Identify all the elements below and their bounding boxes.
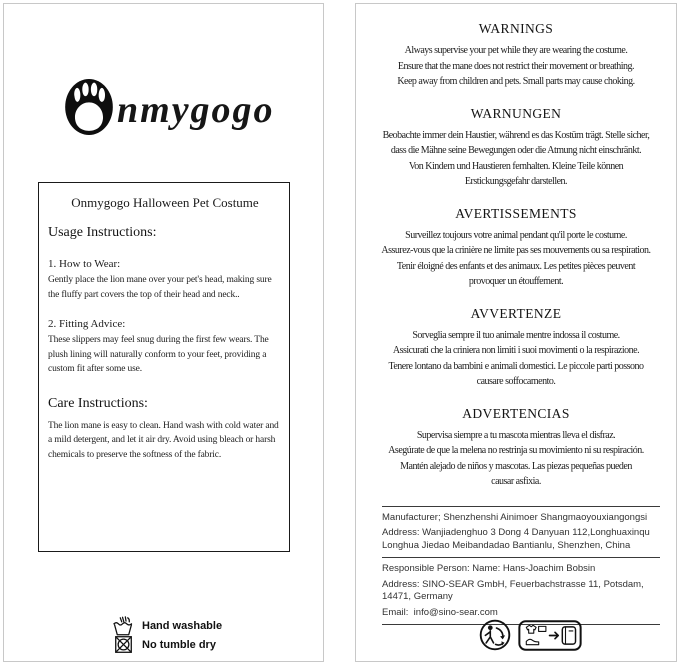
- care-symbol-label: Hand washable: [142, 619, 223, 632]
- triman-recycling-icon: [479, 619, 511, 656]
- warning-line: causare soffocamento.: [476, 376, 556, 387]
- warning-line: Sorveglia sempre il tuo animale mentre indossa il costume.: [412, 329, 620, 341]
- section-title: AVERTISSEMENTS: [455, 205, 577, 221]
- hand-wash-icon: [112, 616, 134, 636]
- warning-line: Erstickungsgefahr darstellen.: [464, 176, 568, 187]
- paw-print-icon: [64, 78, 114, 141]
- warnings-section-it: [360, 306, 672, 390]
- right-label-panel: [355, 3, 677, 662]
- warnings-section-en: [360, 21, 672, 90]
- warning-line: dass die Mähne seine Bewegungen oder die Atmung nicht einschränkt.: [390, 145, 642, 156]
- warning-line: Supervisa siempre a tu mascota mientras lleva el disfraz.: [416, 429, 616, 441]
- recycling-icons: [479, 619, 582, 656]
- card-title: Onmygogo Halloween Pet Costume: [71, 195, 259, 210]
- section-title: AVVERTENZE: [470, 305, 562, 321]
- divider: [382, 557, 660, 558]
- warnings-section-fr: [360, 206, 672, 290]
- brand-logo: [64, 78, 275, 141]
- warning-line: Always supervise your pet while they are wearing the costume.: [404, 45, 628, 56]
- section-title: WARNUNGEN: [470, 105, 562, 121]
- care-symbol-row: [112, 635, 222, 654]
- care-symbol-row: [112, 616, 222, 635]
- warning-line: Assurez-vous que la crinière ne limite pas ses mouvements ou sa respiration.: [381, 245, 651, 256]
- section-title: WARNINGS: [478, 21, 554, 36]
- fitting-advice-body: These slippers may feel snug during the first few wears. The plush lining will naturally conform to your feet, providing a custom fit after some use.: [48, 335, 269, 374]
- care-symbols: [112, 616, 222, 654]
- care-instructions-heading: Care Instructions:: [48, 395, 148, 411]
- warning-line: Assicurati che la criniera non limiti i suoi movimenti o la respirazione.: [392, 345, 640, 356]
- contact-email: Email: info@sino-sear.com: [382, 606, 498, 618]
- warnings-section-de: [360, 106, 672, 190]
- responsible-person: Responsible Person: Name: Hans-Joachim Bobsin: [382, 563, 596, 574]
- manufacturer-address: Address: Wanjiadenghuo 3 Dong 4 Danyuan 112,Longhuaxinqu Longhua Jiedao Meibandadao Bantianlu, Shenzhen, China: [382, 527, 653, 551]
- divider: [382, 506, 660, 507]
- left-label-panel: [3, 3, 324, 662]
- warning-line: provoquer un étouffement.: [468, 276, 564, 287]
- warning-line: Keep away from children and pets. Small parts may cause choking.: [397, 76, 635, 87]
- warning-line: Mantén alejado de niños y mascotas. Las piezas pequeñas pueden: [400, 460, 632, 472]
- section-title: ADVERTENCIAS: [462, 405, 570, 421]
- usage-instructions-heading: Usage Instructions:: [48, 225, 157, 240]
- warnings-section-es: [360, 406, 672, 490]
- warning-line: Von Kindern und Haustieren fernhalten. Kleine Teile können: [408, 160, 624, 172]
- care-instructions-body: The lion mane is easy to clean. Hand wash with cold water and a mild detergent, and let it air dry. Avoid using bleach or harsh chemicals to preserve the softness of the fabric.: [48, 420, 279, 460]
- textile-sorting-icon: [518, 620, 582, 656]
- warning-line: causar asfixia.: [491, 476, 541, 487]
- warning-line: Beobachte immer dein Haustier, während es das Kostüm trägt. Stelle sicher,: [382, 129, 650, 141]
- care-symbol-label: No tumble dry: [142, 638, 216, 651]
- warning-line: Ensure that the mane does not restrict their movement or breathing.: [397, 60, 635, 72]
- warning-line: Tenere lontano da bambini e animali domestici. Le piccole parti possono: [388, 360, 644, 372]
- manufacturer-name: Manufacturer; Shenzhenshi Ainimoer Shangmaoyouxiangongsi: [382, 511, 648, 523]
- warning-line: Asegúrate de que la melena no restrinja su movimiento ni su respiración.: [388, 445, 644, 456]
- brand-wordmark: nmygogo: [117, 88, 275, 131]
- how-to-wear-heading: 1. How to Wear:: [48, 258, 121, 270]
- no-tumble-dry-icon: [112, 635, 134, 654]
- warnings-column: [356, 4, 676, 490]
- manufacturer-block: [382, 506, 660, 626]
- fitting-advice-heading: 2. Fitting Advice:: [48, 318, 126, 330]
- responsible-address: Address: SINO-SEAR GmbH, Feuerbachstrasse 11, Potsdam, 14471, Germany: [382, 578, 647, 602]
- instruction-card: [38, 182, 290, 552]
- warning-line: Surveillez toujours votre animal pendant qu'il porte le costume.: [405, 229, 627, 241]
- warning-line: Tenir éloigné des enfants et des animaux. Les petites pièces peuvent: [396, 260, 636, 272]
- how-to-wear-body: Gently place the lion mane over your pet's head, making sure the fluffy part covers the top of their head and neck..: [48, 275, 272, 300]
